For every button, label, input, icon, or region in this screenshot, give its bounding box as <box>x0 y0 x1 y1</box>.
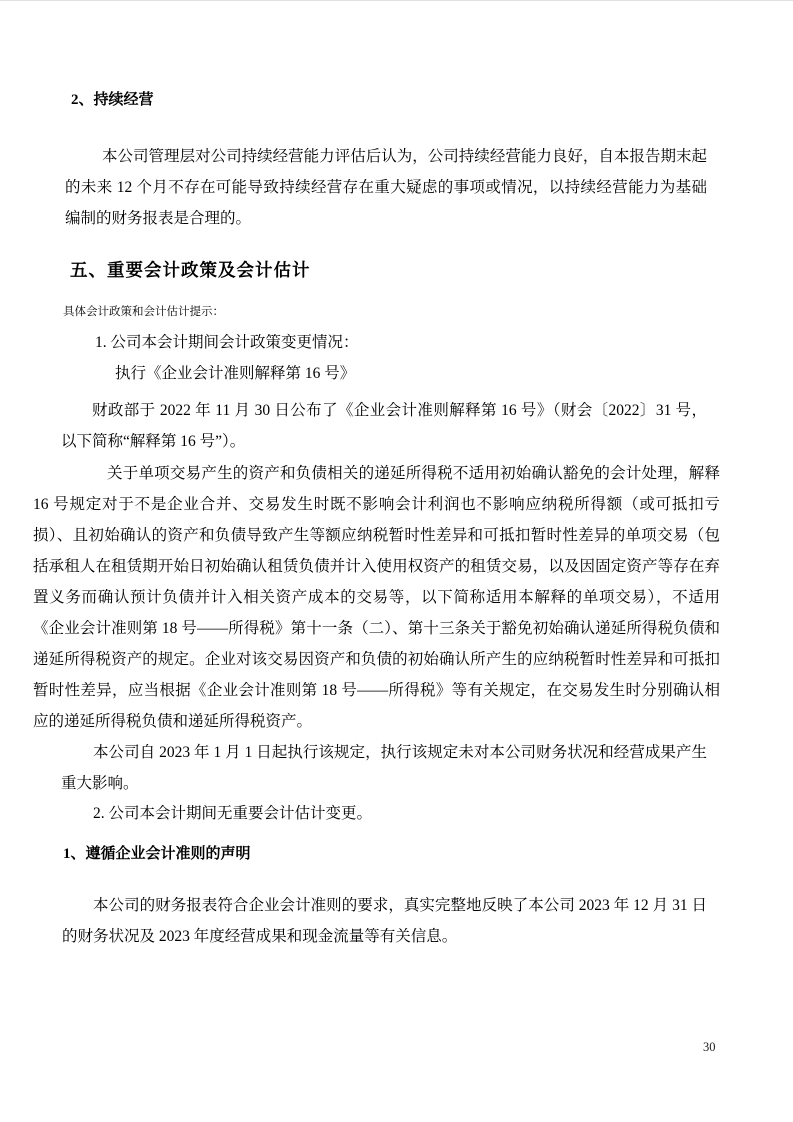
heading-going-concern: 2、持续经营 <box>71 92 154 108</box>
list-item-policy-change: 1. 公司本会计期间会计政策变更情况： <box>95 334 359 351</box>
paragraph-mof-announcement: 财政部于 2022 年 11 月 30 日公布了《企业会计准则解释第 16 号》（财会〔2022〕31 号，以下简称“解释第 16 号”）。 <box>61 402 707 450</box>
paragraph-deferred-tax-detail: 关于单项交易产生的资产和负债相关的递延所得税不适用初始确认豁免的会计处理，解释 16 号规定对于不是企业合并、交易发生时既不影响会计利润也不影响应纳税所得额（或可抵扣亏损）、且初始确认的资产和负债导致产生等额应纳税暂时性差异和可抵扣暂时性差异的单项交易（包括承租人在租赁期开始日初始确认租赁负债并计入使用权资产的租赁交易，以及因固定资产等存在弃置义务而确认预计负债并计入相关资产成本的交易等，以下简称适用本解释的单项交易），不适用《企业会计准则第 18 号——所得税》第十一条（二）、第十三条关于豁免初始确认递延所得税负债和递延所得税资产的规定。企业对该交易因资产和负债的初始确认所产生的应纳税暂时性差异和可抵扣暂时性差异，应当根据《企业会计准则第 18 号——所得税》等有关规定，在交易发生时分别确认相应的递延所得税负债和递延所得税资产。 <box>33 465 720 730</box>
heading-accounting-policies: 五、重要会计政策及会计估计 <box>70 260 311 280</box>
paragraph-compliance: 本公司的财务报表符合企业会计准则的要求，真实完整地反映了本公司 2023 年 12 月 31 日的财务状况及 2023 年度经营成果和现金流量等有关信息。 <box>62 897 707 945</box>
heading-compliance-statement: 1、遵循企业会计准则的声明 <box>63 846 251 862</box>
note-policy-hint: 具体会计政策和会计估计提示： <box>63 306 224 318</box>
paragraph-effective-date: 本公司自 2023 年 1 月 1 日起执行该规定，执行该规定未对本公司财务状况和经营成果产生重大影响。 <box>61 744 707 792</box>
page-number: 30 <box>703 1040 716 1054</box>
line-interpretation-16: 执行《企业会计准则解释第 16 号》 <box>115 365 356 382</box>
list-item-no-estimate-change: 2. 公司本会计期间无重要会计估计变更。 <box>93 805 373 822</box>
paragraph-going-concern: 本公司管理层对公司持续经营能力评估后认为，公司持续经营能力良好，自本报告期末起的未来 12 个月不存在可能导致持续经营存在重大疑虑的事项或情况，以持续经营能力为基础编制的财务报表是合理的。 <box>65 148 707 227</box>
